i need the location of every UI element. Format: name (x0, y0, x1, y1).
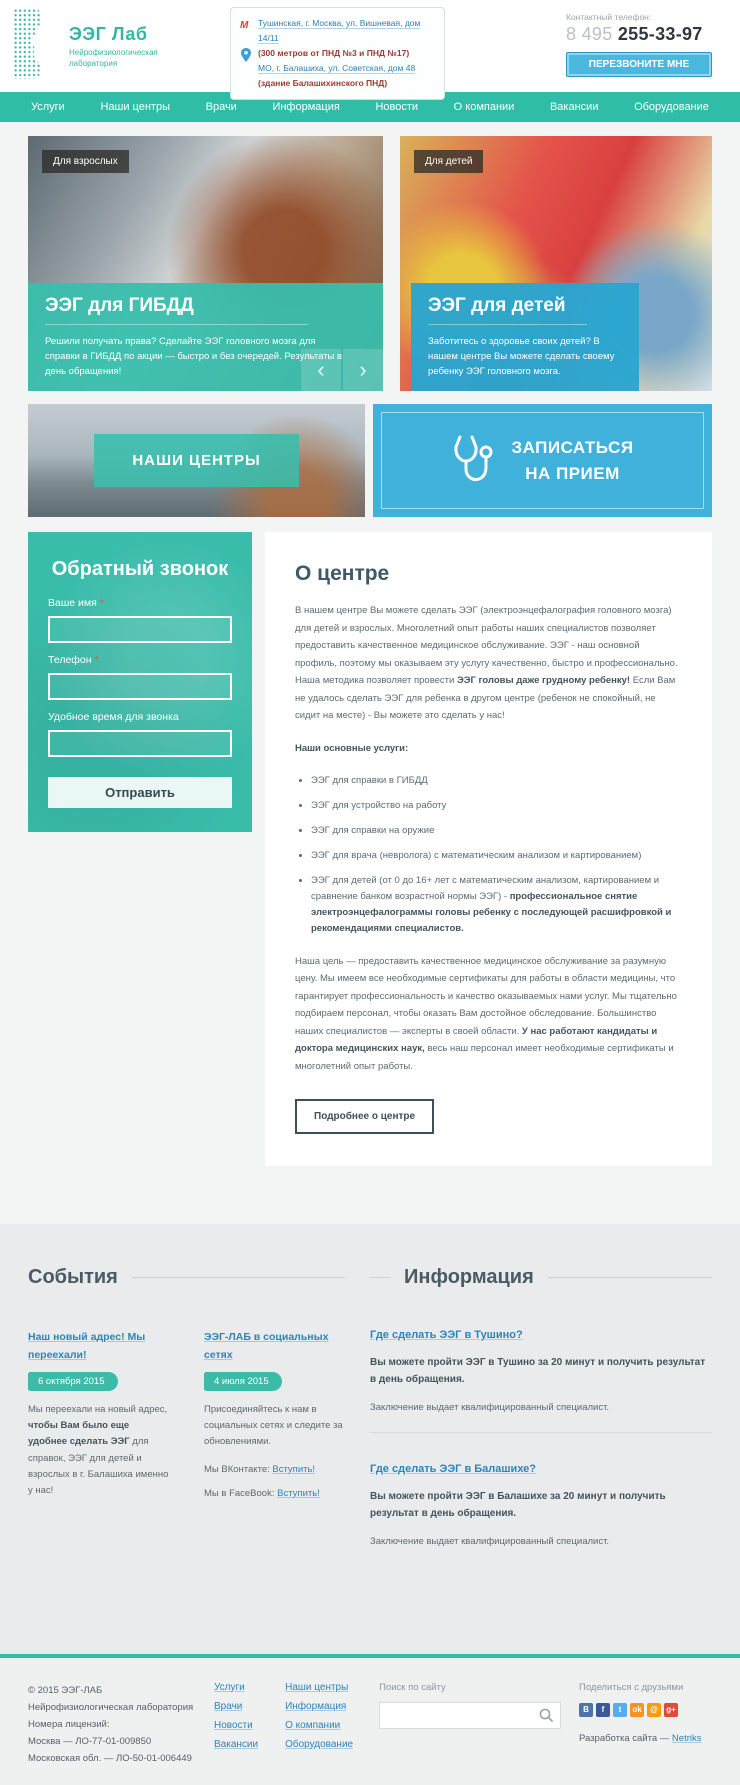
nav-item-o-kompanii[interactable]: О компании (453, 101, 515, 113)
footer-company-info (28, 1682, 214, 1764)
info-column (370, 1266, 712, 1654)
phone-number: 8 495 255-33-97 (566, 24, 703, 44)
footer-link-centry[interactable]: Наши центры (285, 1681, 349, 1693)
about-paragraph-2: Наша цель — предоставить качественное медицинское обслуживание за разумную цену. Мы имеем все необходимые сертификаты для работы в области медицины, что гарантирует профессиональность и качество оказываемых нами услуг. Мы тщательно подбираем персонал, чтобы оказать Вам достойное обследование. Большинство наших специалистов — эксперты в своей области. У нас работают кандидаты и доктора медицинских наук, весь наш персонал имеет необходимые сертификаты и многолетний опыт работы. (295, 955, 677, 1072)
info-item (370, 1325, 712, 1413)
metro-icon: М (240, 20, 249, 31)
logo-face-icon (14, 9, 60, 84)
event-text: Присоединяйтесь к нам в социальных сетях и следите за обновлениями. (204, 1404, 343, 1448)
nav-item-informaciya[interactable]: Информация (272, 101, 340, 113)
credits: Разработка сайта — Netriks (579, 1732, 702, 1744)
nav-item-vrachi[interactable]: Врачи (205, 101, 237, 113)
search-input[interactable] (379, 1702, 561, 1729)
nav-item-uslugi[interactable]: Услуги (31, 101, 65, 113)
callback-form (28, 532, 252, 832)
social-icons (579, 1703, 712, 1717)
stethoscope-icon (451, 432, 495, 489)
event-item (28, 1327, 169, 1499)
slide-title-adults: ЭЭГ для ГИБДД (45, 295, 308, 325)
about-more-button[interactable]: Подробнее о центре (295, 1099, 434, 1134)
services-heading: Наши основные услуги: (295, 742, 409, 754)
events-column (28, 1266, 345, 1654)
footer-link-vrachi[interactable]: Врачи (214, 1700, 243, 1712)
credits-link[interactable]: Netriks (671, 1732, 702, 1744)
footer-link-o-kompanii[interactable]: О компании (285, 1719, 341, 1731)
service-item: • ЭЭГ для врача (невролога) с математическим анализом и картированием) (311, 848, 682, 864)
slide-badge-adults: Для взрослых (42, 150, 129, 173)
phone-label: Контактный телефон: (566, 12, 652, 22)
address-link-tushino[interactable]: Тушинская, г. Москва, ул. Вишневая, дом 14/11 (258, 18, 421, 43)
fb-join-link[interactable]: Вступить! (277, 1487, 320, 1499)
service-item: • ЭЭГ для справки на оружие (311, 823, 682, 839)
licenses-label: Номера лицензий: (28, 1718, 110, 1730)
info-text: Заключение выдает квалифицированный специалист. (370, 1535, 610, 1547)
share-block (579, 1682, 712, 1755)
hero-slider (0, 122, 740, 391)
footer-link-uslugi[interactable]: Услуги (214, 1681, 245, 1693)
event-item (204, 1327, 345, 1499)
footer-link-oborudovanie[interactable]: Оборудование (285, 1738, 354, 1750)
events-heading: События (28, 1266, 345, 1289)
footer-link-informaciya[interactable]: Информация (285, 1700, 347, 1712)
googleplus-icon[interactable]: g+ (664, 1703, 678, 1717)
nav-item-centry[interactable]: Наши центры (100, 101, 170, 113)
about-paragraph-1: В нашем центре Вы можете сделать ЭЭГ (электроэнцефалография головного мозга) для детей и взрослых. Многолетний опыт работы наших специалистов позволяет предоставить качественное медицинское обслуживание. ЭЭГ - наш основной профиль, поэтому мы оказываем эту услугу качественно, быстро и профессионально. Наша методика позволяет провести ЭЭГ головы даже грудному ребенку! Если Вам не удалось сделать ЭЭГ для ребенка в другом центре (ребенок не спокойный, не сидит на месте) - Вы можете это сделать у нас! (295, 605, 678, 722)
share-label: Поделиться с друзьями (579, 1681, 684, 1693)
time-field-label: Удобное время для звонка (48, 711, 179, 723)
phone-field-label: Телефон * (48, 654, 99, 666)
submit-button[interactable]: Отправить (48, 777, 232, 808)
centers-button[interactable]: НАШИ ЦЕНТРЫ (94, 434, 298, 487)
logo[interactable] (14, 9, 158, 84)
address-link-balashikha[interactable]: МО, г. Балашиха, ул. Советская, дом 48 (258, 63, 416, 73)
phone-block (566, 12, 712, 77)
search-label: Поиск по сайту (379, 1681, 446, 1693)
header (0, 0, 740, 92)
license-region: Московская обл. — ЛО-50-01-006449 (28, 1752, 192, 1764)
slide-title-children: ЭЭГ для детей (428, 295, 587, 325)
name-field-label: Ваше имя * (48, 597, 104, 609)
vk-icon[interactable]: В (579, 1703, 593, 1717)
footer (0, 1654, 740, 1785)
name-field[interactable] (48, 616, 232, 643)
footer-links (214, 1682, 353, 1755)
event-date-badge: 6 октября 2015 (28, 1372, 118, 1391)
license-moscow: Москва — ЛО-77-01-009850 (28, 1735, 152, 1747)
appointment-label: ЗАПИСАТЬСЯ НА ПРИЕМ (511, 438, 634, 483)
logo-title: ЭЭГ Лаб (69, 24, 148, 45)
location-pin-icon (241, 48, 251, 67)
about-section (265, 532, 712, 1166)
vk-join-line: Мы ВКонтакте: Вступить! (204, 1463, 316, 1475)
slide-text-adults: Решили получать права? Сделайте ЭЭГ головного мозга для справки в ГИБДД по акции — быстро и без очередей. Результаты в день обращения! (45, 336, 343, 378)
nav-item-oborudovanie[interactable]: Оборудование (634, 101, 709, 113)
info-item (370, 1459, 712, 1547)
info-bold-text: Вы можете пройти ЭЭГ в Тушино за 20 минут и получить результат в день обращения. (370, 1356, 706, 1386)
footer-lab-name: Нейрофизиологическая лаборатория (28, 1701, 194, 1713)
search-icon[interactable] (539, 1708, 554, 1728)
info-bold-text: Вы можете пройти ЭЭГ в Балашихе за 20 минут и получить результат в день обращения. (370, 1490, 666, 1520)
footer-link-vakansii[interactable]: Вакансии (214, 1738, 259, 1750)
slide-overlay-children (411, 283, 639, 391)
service-item: • ЭЭГ для устройство на работу (311, 798, 682, 814)
nav-item-novosti[interactable]: Новости (375, 101, 419, 113)
appointment-banner[interactable] (373, 404, 712, 517)
prev-arrow-icon[interactable]: ‹ (301, 349, 341, 391)
event-title-link[interactable]: Наш новый адрес! Мы переехали! (28, 1330, 146, 1361)
callback-form-title: Обратный звонок (51, 558, 229, 580)
service-item: • ЭЭГ для справки в ГИБДД (311, 773, 682, 789)
footer-link-novosti[interactable]: Новости (214, 1719, 253, 1731)
mailru-icon[interactable]: @ (647, 1703, 661, 1717)
address-note-balashikha: (здание Балашихинского ПНД) (258, 78, 388, 88)
event-date-badge: 4 июля 2015 (204, 1372, 282, 1391)
hero-slide-adults[interactable] (28, 136, 383, 391)
services-list (311, 773, 682, 938)
phone-field[interactable] (48, 673, 232, 700)
info-heading: Информация (370, 1266, 712, 1289)
event-title-link[interactable]: ЭЭГ-ЛАБ в социальных сетях (204, 1330, 329, 1361)
main-content (0, 517, 740, 1224)
required-asterisk: * (99, 597, 104, 609)
required-asterisk: * (94, 654, 99, 666)
event-text: Мы переехали на новый адрес, чтобы Вам было еще удобнее сделать ЭЭГ для справок, ЭЭГ для детей и взрослых в г. Балашиха именно у нас! (28, 1404, 169, 1496)
facebook-icon[interactable]: f (596, 1703, 610, 1717)
news-info-section (0, 1224, 740, 1654)
address-note-tushino: (300 метров от ПНД №3 и ПНД №17) (258, 48, 410, 58)
callback-button[interactable]: ПЕРЕЗВОНИТЕ МНЕ (566, 52, 712, 77)
twitter-icon[interactable]: t (613, 1703, 627, 1717)
slider-arrows (301, 349, 383, 391)
slide-badge-children: Для детей (414, 150, 483, 173)
site-search (379, 1682, 561, 1755)
about-title: О центре (295, 562, 390, 585)
banner-row (0, 391, 740, 517)
divider (370, 1432, 712, 1433)
info-title-link[interactable]: Где сделать ЭЭГ в Балашихе? (370, 1462, 537, 1475)
logo-subtitle-2: лаборатория (69, 58, 118, 68)
logo-subtitle-1: Нейрофизиологическая (69, 48, 158, 58)
address-box (230, 7, 445, 100)
odnoklassniki-icon[interactable]: ok (630, 1703, 644, 1717)
hero-slide-children[interactable] (400, 136, 712, 391)
fb-join-line: Мы в FaceBook: Вступить! (204, 1487, 320, 1499)
info-title-link[interactable]: Где сделать ЭЭГ в Тушино? (370, 1328, 523, 1341)
vk-join-link[interactable]: Вступить! (272, 1463, 316, 1475)
service-item: • ЭЭГ для детей (от 0 до 16+ лет с математическим анализом, картированием и сравнение банком возрастной нормы ЭЭГ) - профессиональное снятие электроэнцефалограммы головы ребенку с последующей расшифровкой и рекомендациями специалистов. (311, 873, 682, 938)
centers-banner[interactable] (28, 404, 365, 517)
copyright: © 2015 ЭЭГ-ЛАБ (28, 1684, 103, 1696)
info-text: Заключение выдает квалифицированный специалист. (370, 1401, 610, 1413)
time-field[interactable] (48, 730, 232, 757)
next-arrow-icon[interactable]: › (343, 349, 383, 391)
slide-text-children: Заботитесь о здоровье своих детей? В нашем центре Вы можете сделать своему ребенку ЭЭГ головного мозга. (428, 336, 615, 378)
nav-item-vakansii[interactable]: Вакансии (549, 101, 599, 113)
